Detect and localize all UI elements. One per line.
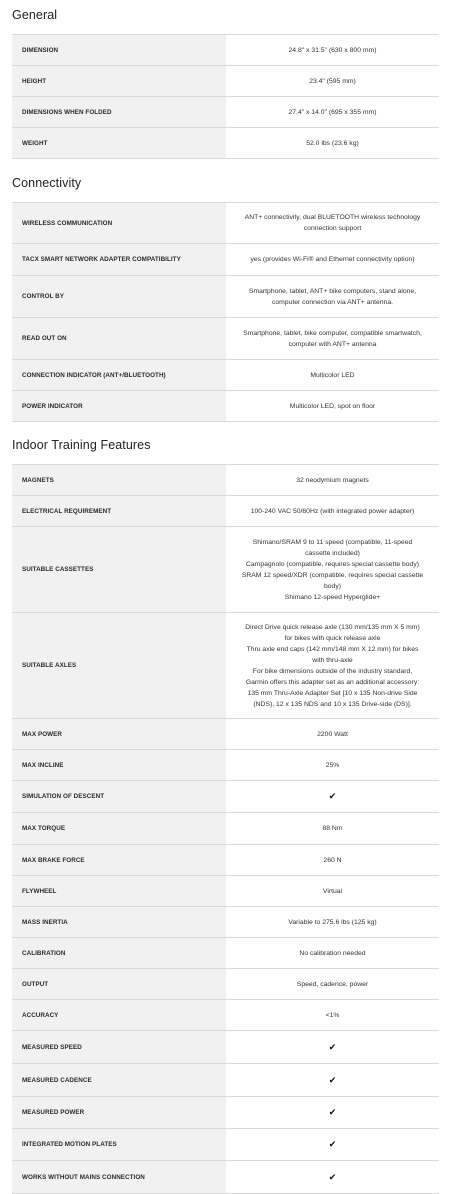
- spec-value: [226, 938, 439, 969]
- spec-value-line: For bike dimensions outside of the industry standard,: [252, 667, 413, 675]
- spec-value-line: Smartphone, tablet, ANT+ bike computers, stand alone,: [248, 287, 417, 295]
- spec-label: SUITABLE CASSETTES: [12, 527, 226, 613]
- spec-value-line: Speed, cadence, power: [296, 980, 369, 988]
- spec-row: [12, 750, 439, 781]
- spec-label: MAX POWER: [12, 719, 226, 750]
- spec-label: WORKS WITHOUT MAINS CONNECTION: [12, 1161, 226, 1194]
- spec-value: [226, 969, 439, 1000]
- spec-label: MAGNETS: [12, 465, 226, 496]
- spec-value-line: cassette included): [305, 549, 360, 557]
- spec-label: POWER INDICATOR: [12, 391, 226, 422]
- spec-label: READ OUT ON: [12, 318, 226, 360]
- spec-row: [12, 938, 439, 969]
- spec-value-line: Direct Drive quick release axle (130 mm/135 mm X 5 mm): [245, 623, 420, 631]
- spec-label: MEASURED CADENCE: [12, 1064, 226, 1097]
- spec-label: DIMENSION: [12, 35, 226, 66]
- section-title: Indoor Training Features: [12, 438, 151, 452]
- spec-label: WEIGHT: [12, 128, 226, 159]
- spec-label: MEASURED POWER: [12, 1097, 226, 1129]
- spec-label: HEIGHT: [12, 66, 226, 97]
- spec-value-line: 260 N: [323, 856, 342, 864]
- spec-value: [226, 244, 439, 276]
- spec-label: INTEGRATED MOTION PLATES: [12, 1129, 226, 1161]
- spec-value-line: SRAM 12 speed/XDR (compatible, requires special cassette: [241, 571, 424, 579]
- spec-value-line: Shimano/SRAM 9 to 11 speed (compatible, 11-speed: [252, 538, 413, 546]
- spec-row: [12, 1129, 439, 1161]
- spec-value: [226, 1097, 439, 1129]
- spec-value-line: computer connection via ANT+ antenna.: [271, 298, 394, 306]
- spec-label: MAX TORQUE: [12, 813, 226, 845]
- spec-row: [12, 391, 439, 422]
- checkmark-icon: ✔: [328, 1171, 337, 1182]
- spec-label: DIMENSIONS WHEN FOLDED: [12, 97, 226, 128]
- spec-table: [12, 464, 439, 1194]
- spec-row: [12, 496, 439, 527]
- checkmark-icon: ✔: [328, 1041, 337, 1052]
- spec-row: [12, 1161, 439, 1194]
- spec-label: MASS INERTIA: [12, 907, 226, 938]
- spec-value-line: Thru axle end caps (142 mm/148 mm X 12 mm) for bikes: [246, 645, 419, 653]
- spec-label: ELECTRICAL REQUIREMENT: [12, 496, 226, 527]
- spec-value: [226, 391, 439, 422]
- spec-value: [226, 128, 439, 159]
- spec-row: [12, 1064, 439, 1097]
- spec-value-line: 52.0 lbs (23.6 kg): [306, 139, 359, 147]
- spec-value-line: <1%: [325, 1011, 340, 1019]
- spec-row: [12, 781, 439, 813]
- spec-row: [12, 876, 439, 907]
- spec-value: [226, 1031, 439, 1064]
- checkmark-icon: ✔: [328, 1139, 337, 1149]
- spec-value: [226, 276, 439, 318]
- spec-row: [12, 465, 439, 496]
- spec-value-line: Garmin offers this adapter set as an additional accessory:: [245, 678, 420, 686]
- spec-value-line: ANT+ connectivity, dual BLUETOOTH wireless technology: [244, 214, 421, 221]
- spec-value: [226, 907, 439, 938]
- spec-value-line: Virtual: [322, 887, 343, 895]
- spec-value-line: 2200 Watt: [317, 730, 348, 738]
- spec-value: [226, 613, 439, 719]
- section-title: Connectivity: [12, 176, 82, 190]
- spec-value: [226, 527, 439, 613]
- spec-value-line: 25%: [325, 761, 340, 769]
- spec-label: TACX SMART NETWORK ADAPTER COMPATIBILITY: [12, 244, 226, 276]
- spec-value-line: Multicolor LED, spot on floor: [289, 402, 376, 410]
- spec-row: [12, 1097, 439, 1129]
- spec-value-line: connection support: [303, 225, 362, 232]
- spec-label: CALIBRATION: [12, 938, 226, 969]
- spec-value: [226, 813, 439, 845]
- spec-label: SUITABLE AXLES: [12, 613, 226, 719]
- spec-value: [226, 203, 439, 244]
- spec-row: [12, 969, 439, 1000]
- spec-value-line: with thru-axle: [312, 656, 353, 664]
- spec-label: MAX INCLINE: [12, 750, 226, 781]
- spec-label: FLYWHEEL: [12, 876, 226, 907]
- spec-value: [226, 496, 439, 527]
- spec-value-line: No calibration needed: [299, 949, 366, 957]
- spec-value: [226, 1064, 439, 1097]
- spec-row: [12, 97, 439, 128]
- spec-row: [12, 66, 439, 97]
- spec-row: [12, 318, 439, 360]
- spec-row: [12, 244, 439, 276]
- checkmark-icon: ✔: [328, 1074, 337, 1085]
- spec-value: [226, 750, 439, 781]
- spec-row: [12, 845, 439, 876]
- spec-label: ACCURACY: [12, 1000, 226, 1031]
- spec-value: [226, 97, 439, 128]
- spec-value-line: body): [323, 582, 341, 590]
- spec-row: [12, 1031, 439, 1064]
- spec-value: [226, 1129, 439, 1161]
- spec-value-line: 88 Nm: [322, 825, 343, 832]
- spec-value-line: Multicolor LED: [310, 371, 355, 379]
- spec-value-line: 23.4" (595 mm): [309, 77, 356, 85]
- spec-value-line: Shimano 12-speed Hyperglide+: [284, 593, 381, 601]
- spec-row: [12, 1000, 439, 1031]
- spec-row: [12, 35, 439, 66]
- spec-table: [12, 34, 439, 159]
- spec-row: [12, 907, 439, 938]
- spec-row: [12, 719, 439, 750]
- spec-value: [226, 1000, 439, 1031]
- spec-row: [12, 276, 439, 318]
- spec-value-line: Campagnolo (compatible, requires special cassette body): [245, 560, 420, 568]
- spec-value: [226, 1161, 439, 1194]
- spec-row: [12, 613, 439, 719]
- spec-value-line: 32 neodymium magnets: [296, 476, 369, 484]
- spec-value: [226, 719, 439, 750]
- spec-row: [12, 360, 439, 391]
- spec-label: MAX BRAKE FORCE: [12, 845, 226, 876]
- spec-value: [226, 360, 439, 391]
- spec-value: [226, 465, 439, 496]
- spec-value-line: 27.4" x 14.0" (695 x 355 mm): [288, 108, 377, 116]
- checkmark-icon: ✔: [328, 1107, 337, 1117]
- spec-label: SIMULATION OF DESCENT: [12, 781, 226, 813]
- spec-value-line: (NDS), 12 x 135 NDS and 10 x 135 Drive-side (DS)].: [253, 700, 412, 708]
- spec-value: [226, 781, 439, 813]
- spec-value-line: Variable to 275.6 lbs (125 kg): [288, 918, 377, 926]
- spec-value: [226, 876, 439, 907]
- section-title: General: [12, 8, 58, 22]
- spec-table: [12, 202, 439, 422]
- spec-value-line: 24.8" x 31.5" (630 x 800 mm): [288, 46, 377, 54]
- spec-value: [226, 35, 439, 66]
- spec-label: CONTROL BY: [12, 276, 226, 318]
- spec-label: WIRELESS COMMUNICATION: [12, 203, 226, 244]
- spec-value: [226, 318, 439, 360]
- spec-value-line: Smartphone, tablet, bike computer, compatible smartwatch,: [243, 329, 422, 337]
- spec-value-line: yes (provides Wi-Fi® and Ethernet connectivity option): [250, 256, 415, 263]
- spec-value-line: 135 mm Thru-Axle Adapter Set [10 x 135 Non-drive Side: [247, 689, 418, 697]
- spec-value-line: computer with ANT+ antenna: [288, 340, 377, 348]
- spec-value-line: 100-240 VAC 50/60Hz (with integrated power adapter): [250, 507, 415, 515]
- spec-label: OUTPUT: [12, 969, 226, 1000]
- spec-value: [226, 845, 439, 876]
- spec-value-line: for bikes with quick release axle: [284, 634, 381, 642]
- spec-row: [12, 813, 439, 845]
- spec-row: [12, 527, 439, 613]
- spec-row: [12, 128, 439, 159]
- spec-row: [12, 203, 439, 244]
- spec-label: MEASURED SPEED: [12, 1031, 226, 1064]
- spec-value: [226, 66, 439, 97]
- spec-label: CONNECTION INDICATOR (ANT+/BLUETOOTH): [12, 360, 226, 391]
- checkmark-icon: ✔: [328, 791, 337, 801]
